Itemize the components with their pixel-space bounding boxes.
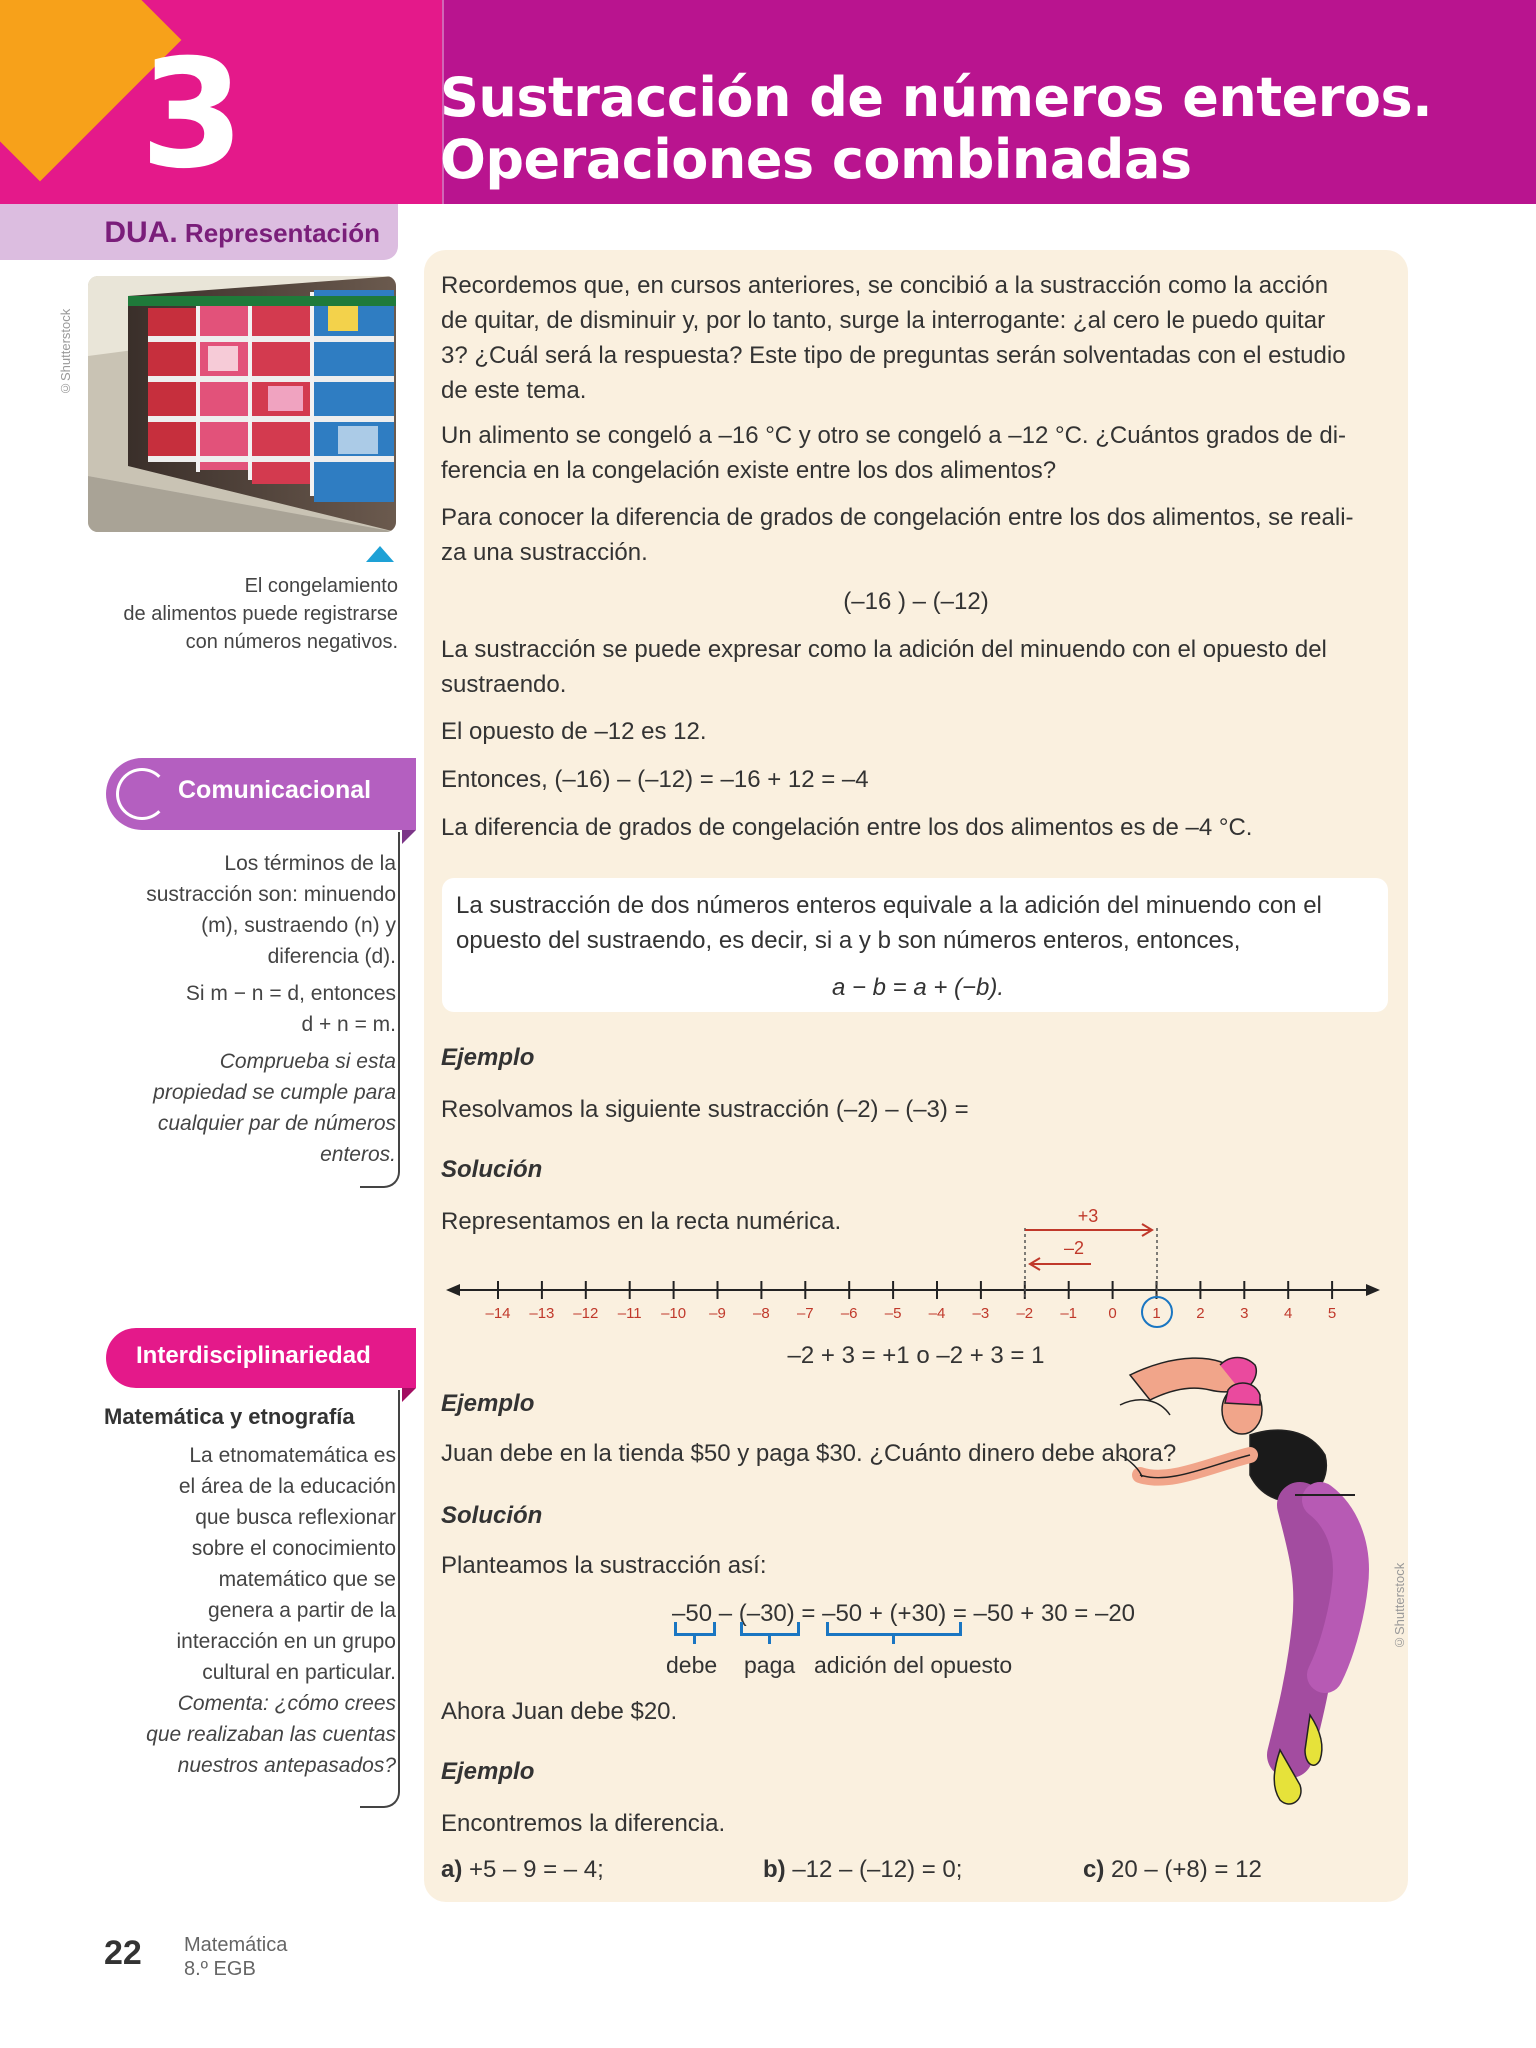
dancer-illustration xyxy=(1110,1345,1410,1825)
rule-text: La sustracción de dos números enteros equivale a la adición del minuendo con el opuesto del sustraendo, es decir, si a y b son números enteros, entonces, xyxy=(456,892,1322,954)
problem-paragraph: Un alimento se congeló a –16 °C y otro se congeló a –12 °C. ¿Cuántos grados de di- ferencia en la congelación existe entre los dos alimentos? xyxy=(441,422,1347,484)
example-1-heading: Ejemplo xyxy=(441,1044,535,1071)
example-2-answer: Ahora Juan debe $20. xyxy=(441,1698,678,1725)
rule-formula: a − b = a + (−b). xyxy=(831,974,1005,1001)
item-c: c) 20 – (+8) = 12 xyxy=(1083,1856,1262,1883)
brace-paga-tick xyxy=(768,1634,771,1644)
example-2-statement: Juan debe en la tienda $50 y paga $30. ¿Cuánto dinero debe ahora? xyxy=(441,1440,1177,1467)
number-line-tick-label: –1 xyxy=(1060,1305,1078,1322)
plus-3-label: +3 xyxy=(1077,1206,1099,1226)
number-line-tick-label: 3 xyxy=(1240,1305,1249,1322)
caption-pointer-icon xyxy=(366,546,394,562)
number-line xyxy=(440,1180,1400,1340)
intro-paragraph: Recordemos que, en cursos anteriores, se concibió a la sustracción como la acción de quitar, de disminuir y, por lo tanto, surge la interrogante: ¿al cero le puedo quitar 3? ¿Cuál será la respuesta? Este tipo de preguntas serán solventadas con el estudio de este tema. xyxy=(441,272,1346,404)
interdisciplinariedad-subtitle: Matemática y etnografía xyxy=(104,1404,355,1429)
photo-credit: ©Shutterstock xyxy=(58,308,73,396)
label-paga: paga xyxy=(744,1652,796,1678)
number-line-tick-label: 1 xyxy=(1152,1305,1161,1322)
number-line-left-arrow xyxy=(446,1284,460,1296)
number-line-tick-label: –7 xyxy=(796,1305,814,1322)
number-line-tick-label: –4 xyxy=(928,1305,946,1322)
number-line-tick-label: –14 xyxy=(485,1305,511,1322)
interdisciplinariedad-text: La etnomatemática es el área de la educación que busca reflexionar sobre el conocimiento matemático que se genera a partir de la interacción en un grupo cultural en particular. Comenta: ¿cómo crees que realizaban las cuentas nuestros antepasados? xyxy=(146,1444,396,1777)
then-statement: Entonces, (–16) – (–12) = –16 + 12 = –4 xyxy=(441,766,869,793)
comunicacional-text: Los términos de la sustracción son: minuendo (m), sustraendo (n) y diferencia (d). Si m − n = d, entonces d + n = m. Comprueba si esta propiedad se cumple para cualquier par de números enteros. xyxy=(146,852,396,1166)
example-3-heading: Ejemplo xyxy=(441,1758,535,1785)
number-line-tick-label: 4 xyxy=(1284,1305,1293,1322)
number-line-tick-label: –3 xyxy=(972,1305,990,1322)
footer-grade: 8.º EGB xyxy=(184,1958,256,1980)
number-line-tick-label: –10 xyxy=(661,1305,687,1322)
number-line-tick-label: –6 xyxy=(840,1305,858,1322)
comunicacional-icon xyxy=(116,768,168,820)
number-line-tick-label: –13 xyxy=(529,1305,555,1322)
page-title-line-1: Sustracción de números enteros. xyxy=(440,66,1433,129)
comunicacional-tab xyxy=(106,758,416,830)
example-1-result: –2 + 3 = +1 o –2 + 3 = 1 xyxy=(787,1342,1045,1369)
represent-statement: Representamos en la recta numérica. xyxy=(441,1208,842,1235)
page-number: 22 xyxy=(104,1934,142,1972)
number-line-tick-label: –11 xyxy=(617,1305,642,1322)
interdisciplinariedad-tab xyxy=(106,1328,416,1388)
freezer-aisle-photo xyxy=(88,276,396,532)
solution-1-heading: Solución xyxy=(441,1156,543,1183)
minus-2-label: –2 xyxy=(1063,1238,1085,1258)
dancer-credit: ©Shutterstock xyxy=(1392,1562,1407,1650)
number-line-tick-label: –8 xyxy=(753,1305,770,1322)
chapter-header xyxy=(0,0,1536,204)
item-a: a) +5 – 9 = – 4; xyxy=(441,1856,604,1883)
number-line-tick-label: 2 xyxy=(1196,1305,1205,1322)
setup-statement: Planteamos la sustracción así: xyxy=(441,1552,767,1579)
number-line-tick-label: 0 xyxy=(1108,1305,1117,1322)
example-2-heading: Ejemplo xyxy=(441,1390,535,1417)
conclusion-statement: La diferencia de grados de congelación entre los dos alimentos es de –4 °C. xyxy=(441,814,1253,841)
label-adicion: adición del opuesto xyxy=(814,1652,1013,1678)
item-b: b) –12 – (–12) = 0; xyxy=(763,1856,963,1883)
interdisciplinariedad-label: Interdisciplinariedad xyxy=(136,1342,371,1369)
number-line-tick-label: –5 xyxy=(884,1305,902,1322)
footer-subject: Matemática xyxy=(184,1934,288,1956)
page-title-line-2: Operaciones combinadas xyxy=(440,128,1192,191)
photo-caption: El congelamiento de alimentos puede registrarse con números negativos. xyxy=(123,575,398,653)
opposite-statement: El opuesto de –12 es 12. xyxy=(441,718,707,745)
number-line-right-arrow xyxy=(1366,1284,1380,1296)
method-paragraph: Para conocer la diferencia de grados de congelación entre los dos alimentos, se reali- za una sustracción. xyxy=(441,504,1354,566)
subtraction-expression: (–16 ) – (–12) xyxy=(843,588,989,615)
example-1-statement: Resolvamos la siguiente sustracción (–2) – (–3) = xyxy=(441,1096,969,1123)
label-debe: debe xyxy=(666,1652,718,1678)
number-line-tick-label: 5 xyxy=(1327,1305,1337,1322)
example-3-statement: Encontremos la diferencia. xyxy=(441,1810,726,1837)
money-equation: –50 – (–30) = –50 + (+30) = –50 + 30 = –20 xyxy=(672,1600,1136,1627)
solution-2-heading: Solución xyxy=(441,1502,543,1529)
dua-tab xyxy=(0,204,398,260)
dua-label: DUA. Representación xyxy=(104,216,380,249)
brace-adicion-tick xyxy=(892,1634,895,1644)
comunicacional-label: Comunicacional xyxy=(178,776,372,804)
brace-debe-tick xyxy=(693,1634,696,1644)
number-line-tick-label: –2 xyxy=(1016,1305,1034,1322)
explain-paragraph: La sustracción se puede expresar como la adición del minuendo con el opuesto del sustraendo. xyxy=(441,636,1327,698)
number-line-tick-label: –9 xyxy=(709,1305,726,1322)
unit-number: 3 xyxy=(140,28,245,202)
number-line-tick-label: –12 xyxy=(573,1305,599,1322)
